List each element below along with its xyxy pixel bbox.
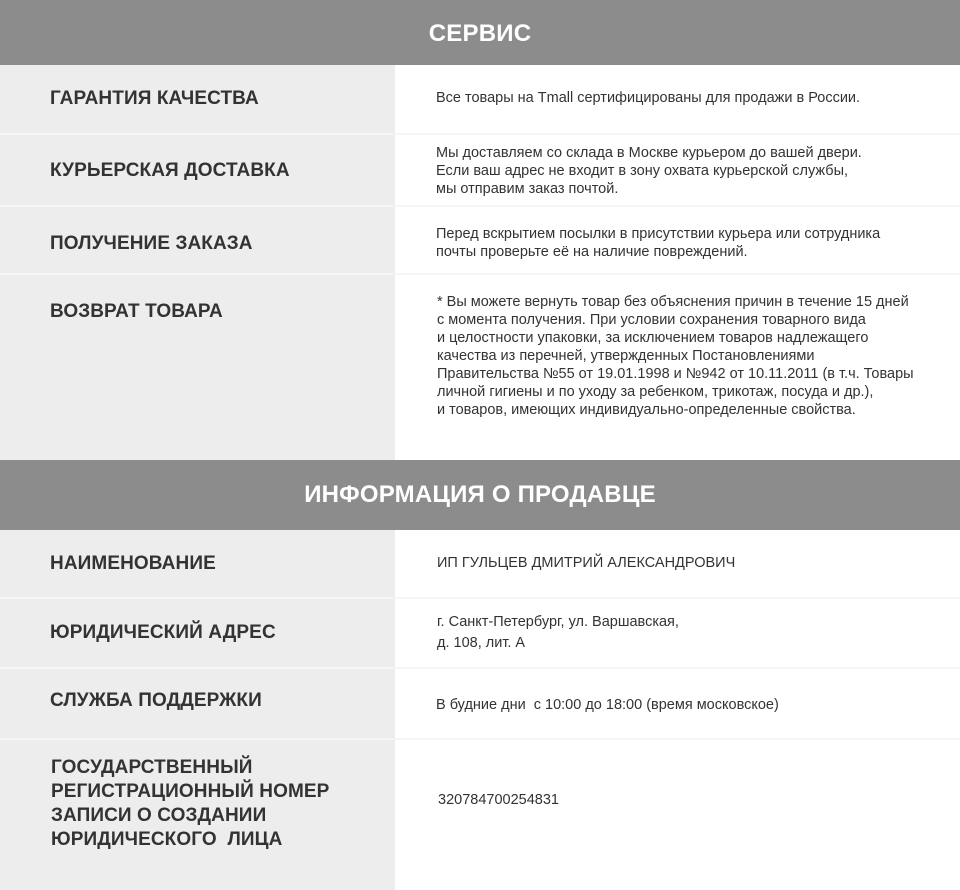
row-label-registration-number <box>51 756 381 852</box>
row-label-support-service: СЛУЖБА ПОДДЕРЖКИ <box>50 690 262 711</box>
text-line: и целостности упаковки, за исключением товаров надлежащего <box>437 330 869 346</box>
row-label-seller-name: НАИМЕНОВАНИЕ <box>50 553 216 574</box>
row-divider <box>0 205 960 207</box>
text-line: Если ваш адрес не входит в зону охвата курьерской службы, <box>436 163 849 179</box>
text-line: Перед вскрытием посылки в присутствии курьера или сотрудника <box>436 226 881 242</box>
seller-title: ИНФОРМАЦИЯ О ПРОДАВЦЕ <box>304 481 656 508</box>
service-header <box>0 0 960 65</box>
row-value-registration-number <box>438 791 948 809</box>
row-value-support-service <box>436 696 946 714</box>
row-label-return-goods: ВОЗВРАТ ТОВАРА <box>50 301 223 322</box>
label-line: ЗАПИСИ О СОЗДАНИИ <box>51 805 267 826</box>
row-divider <box>0 667 960 669</box>
row-divider <box>0 738 960 740</box>
row-divider <box>0 133 960 135</box>
row-divider <box>0 273 960 275</box>
text-line: и товаров, имеющих индивидуально-определенные свойства. <box>437 402 856 418</box>
row-value-seller-name <box>437 554 947 572</box>
text-line: качества из перечней, утвержденных Постановлениями <box>437 348 815 364</box>
row-divider <box>0 597 960 599</box>
text-line: 320784700254831 <box>438 792 559 808</box>
label-line: РЕГИСТРАЦИОННЫЙ НОМЕР <box>51 781 330 802</box>
text-line: почты проверьте её на наличие повреждений. <box>436 244 748 260</box>
row-label-quality-guarantee: ГАРАНТИЯ КАЧЕСТВА <box>50 88 259 109</box>
label-line: ГОСУДАРСТВЕННЫЙ <box>51 757 253 778</box>
row-label-courier-delivery: КУРЬЕРСКАЯ ДОСТАВКА <box>50 160 290 181</box>
text-line: д. 108, лит. А <box>437 635 526 651</box>
text-line: Все товары на Tmall сертифицированы для продажи в России. <box>436 90 861 106</box>
text-line: г. Санкт-Петербург, ул. Варшавская, <box>437 614 679 630</box>
service-label-column <box>0 65 395 460</box>
row-value-courier-delivery <box>436 144 946 198</box>
row-value-order-receipt <box>436 225 946 261</box>
service-title: СЕРВИС <box>428 19 532 47</box>
label-line: ЮРИДИЧЕСКОГО ЛИЦА <box>51 829 283 850</box>
text-line: * Вы можете вернуть товар без объяснения причин в течение 15 дней <box>437 294 909 310</box>
text-line: ИП ГУЛЬЦЕВ ДМИТРИЙ АЛЕКСАНДРОВИЧ <box>437 555 736 571</box>
text-line: личной гигиены и по уходу за ребенком, трикотаж, посуда и др.), <box>437 384 874 400</box>
text-line: Правительства №55 от 19.01.1998 и №942 от 10.11.2011 (в т.ч. Товары <box>437 366 914 382</box>
text-line: В будние дни с 10:00 до 18:00 (время московское) <box>436 697 779 713</box>
row-value-quality-guarantee <box>436 89 946 107</box>
row-label-order-receipt: ПОЛУЧЕНИЕ ЗАКАЗА <box>50 233 253 254</box>
row-value-legal-address <box>437 612 947 654</box>
row-label-legal-address: ЮРИДИЧЕСКИЙ АДРЕС <box>50 622 276 643</box>
row-value-return-goods <box>437 293 947 419</box>
text-line: Мы доставляем со склада в Москве курьером до вашей двери. <box>436 145 862 161</box>
seller-header <box>0 460 960 530</box>
text-line: мы отправим заказ почтой. <box>436 181 619 197</box>
text-line: с момента получения. При условии сохранения товарного вида <box>437 312 866 328</box>
